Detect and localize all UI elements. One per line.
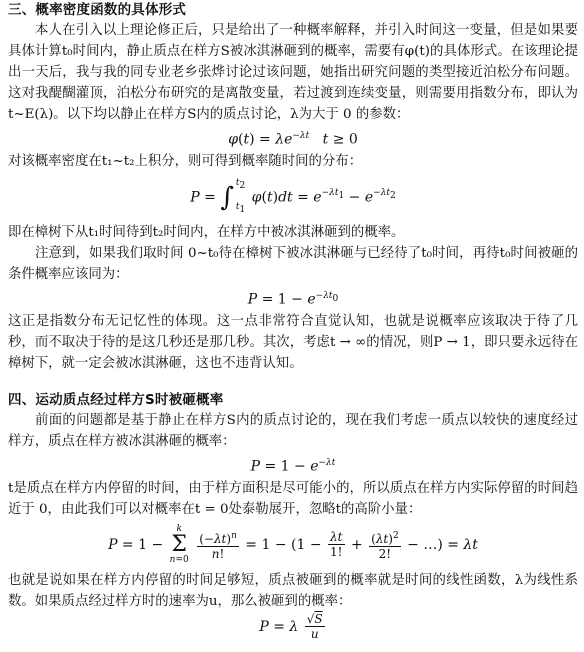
section3-para3: 即在樟树下从t₁时间待到t₂时间内，在样方中被冰淇淋砸到的概率。 xyxy=(8,225,405,241)
section3-formula1: $\varphi(t) = \lambda e^{-\lambda t}$ t ≥ 0 xyxy=(228,131,358,148)
section4-formula2: P = 1 − k Σ n=0 $\frac{(-\lambda t)^n}{n!}$ = 1 − (1 − $\frac{\lambda t}{1!}$ + $\frac{(\lambda t)^2}{2!}$ − …) = λt xyxy=(108,523,478,565)
document-page xyxy=(8,0,578,642)
section4-heading: 四、运动质点经过样方S时被砸概率 xyxy=(8,391,224,408)
section3-heading: 三、概率密度函数的具体形式 xyxy=(8,2,187,18)
section3-formula3: $P = 1 - e^{-\lambda t_0}$ xyxy=(247,291,339,308)
section3-para4: 注意到，如果我们取时间 0~t₀待在樟树下被冰淇淋砸与已经待了t₀时间，再待t₀时间被砸的条件概率应该同为： xyxy=(8,246,578,283)
section3-para1: 本人在引入以上理论修正后，只是给出了一种概率解释，并引入时间这一变量，但是如果要具体计算t₀时间内，静止质点在样方S被冰淇淋砸到的概率，需要有φ(t)的具体形式。在该理论提出一天后，我与我的同专业老乡张烨讨论过该问题，她指出研究问题的类型接近泊松分布问题。这对我醍醐灌顶，泊松分布研究的是离散变量，若过渡到连续变量，则需要用指数分布，即认为t~E(λ)。以下均以静止在样方S内的质点讨论，λ为大于 0 的参数： xyxy=(8,23,578,122)
section4-para1: 前面的问题都是基于静止在样方S内的质点讨论的，现在我们考虑一质点以较快的速度经过样方，质点在样方被冰淇淋砸的概率： xyxy=(8,412,578,449)
section4-para3: 也就是说如果在样方内停留的时间足够短，质点被砸到的概率就是时间的线性函数，λ为线性系数。如果质点经过样方时的速率为u，那么被砸到的概率： xyxy=(8,572,578,609)
section3-para2: 对该概率密度在t₁~t₂上积分，则可得到概率随时间的分布： xyxy=(8,153,363,169)
section-gap xyxy=(8,374,578,390)
section4-para2: t是质点在样方内停留的时间，由于样方面积是尽可能小的，所以质点在样方内实际停留的时间趋近于 0，由此我们可以对概率在t = 0处泰勒展开，忽略t的高阶小量： xyxy=(8,480,578,517)
section3-formula2: P = ∫ $t_2$ $t_1$ $\varphi(t)dt = e^{-\lambda t_1} - e^{-\lambda t_2}$ xyxy=(190,177,396,216)
section4-formula3: P = λ $\frac{√S}{u}$ xyxy=(259,612,323,642)
section4-formula1: $P = 1 - e^{-\lambda t}$ xyxy=(250,457,336,475)
section3-para5: 这正是指数分布无记忆性的体现。这一点非常符合直觉认知，也就是说概率应该取决于待了几秒，而不取决于待的是这几秒还是那几秒。其次，考虑t → ∞的情况，则P → 1，即只要永远待在樟树下，就一定会被冰淇淋砸，这也不违背认知。 xyxy=(8,313,578,371)
